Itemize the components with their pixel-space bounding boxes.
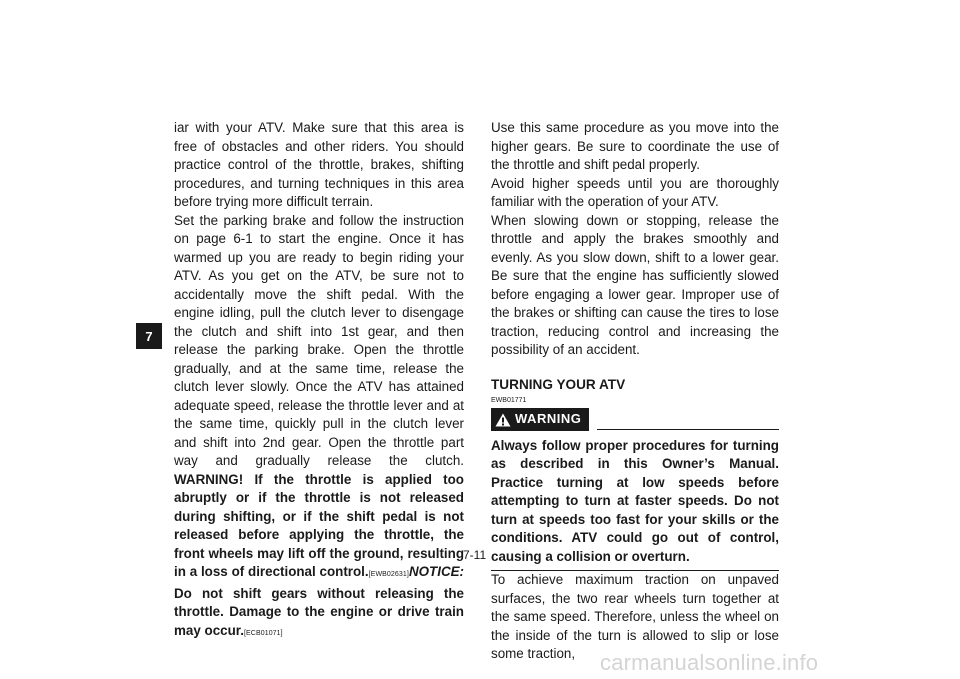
warning-text: Always follow proper procedures for turning as described in this Owner’s Manual. Practice turning at low speeds before attempting to turn at faster speeds. Do not turn at speeds too fast for your skills or the conditions. ATV could go out of control, causing a collision or overturn. bbox=[491, 437, 779, 572]
warning-code: [EWB02631] bbox=[368, 571, 409, 578]
notice-text: Do not shift gears without releasing the throttle. Damage to the engine or drive train may occur. bbox=[174, 585, 464, 638]
warning-triangle-icon bbox=[495, 413, 511, 427]
warning-header bbox=[491, 409, 779, 431]
right-paragraph-2: Avoid higher speeds until you are thoroughly familiar with the operation of your ATV. bbox=[491, 175, 779, 209]
section-tab: 7 bbox=[136, 323, 162, 349]
watermark: carmanualsonline.info bbox=[600, 650, 819, 675]
notice-label: NOTICE: bbox=[408, 564, 464, 579]
right-paragraph-1: Use this same procedure as you move into the higher gears. Be sure to coordinate the use of the throttle and shift pedal properly. bbox=[491, 120, 779, 172]
left-paragraph-2 bbox=[174, 212, 464, 644]
warning-label: WARNING bbox=[515, 411, 582, 427]
left-paragraph-2-text: Set the parking brake and follow the instruction on page 6-1 to start the engine. Once it has warmed up you are ready to begin riding your ATV. As you get on the ATV, be sure not to accidentally move the shift pedal. With the engine idling, pull the clutch lever to disengage the clutch and shift into 1st gear, and then release the parking brake. Open the throttle gradually, and at the same time, release the clutch lever slowly. Once the ATV has attained adequate speed, release the throttle lever and at the same time, quickly pull in the clutch lever and shift into 2nd gear. Open the throttle part way and gradually release the clutch. bbox=[174, 212, 464, 468]
warning-badge bbox=[491, 408, 589, 431]
left-column bbox=[174, 119, 464, 643]
warning-rule bbox=[597, 429, 779, 430]
notice-code: [ECB01071] bbox=[243, 629, 283, 637]
section-heading: TURNING YOUR ATV bbox=[491, 376, 626, 392]
right-paragraph-3: When slowing down or stopping, release the throttle and apply the brakes smoothly and evenly. As you slow down, shift to a lower gear. Be sure that the engine has sufficiently slowed before engaging a lower gear. Improper use of the brakes or shifting can cause the tires to lose traction, reducing control and increasing the possibility of an accident. bbox=[491, 212, 779, 357]
left-paragraph-1: iar with your ATV. Make sure that this area is free of obstacles and other riders. You should practice control of the throttle, brakes, shifting procedures, and turning techniques in this area before trying more difficult terrain. bbox=[174, 120, 464, 209]
heading-code: EWB01771 bbox=[491, 396, 527, 404]
right-column bbox=[491, 119, 779, 664]
inline-warning: WARNING! If the throttle is applied too abruptly or if the throttle is not released during shifting, or if the shift pedal is not released before applying the throttle, the front wheels may lift off the ground, resulting in a loss of directional control. bbox=[174, 471, 464, 579]
right-paragraph-4: To achieve maximum traction on unpaved surfaces, the two rear wheels turn together at the same speed. Therefore, unless the wheel on the inside of the turn is allowed to slip or lose some traction, bbox=[491, 572, 779, 661]
page-number: 7-11 bbox=[463, 548, 487, 562]
